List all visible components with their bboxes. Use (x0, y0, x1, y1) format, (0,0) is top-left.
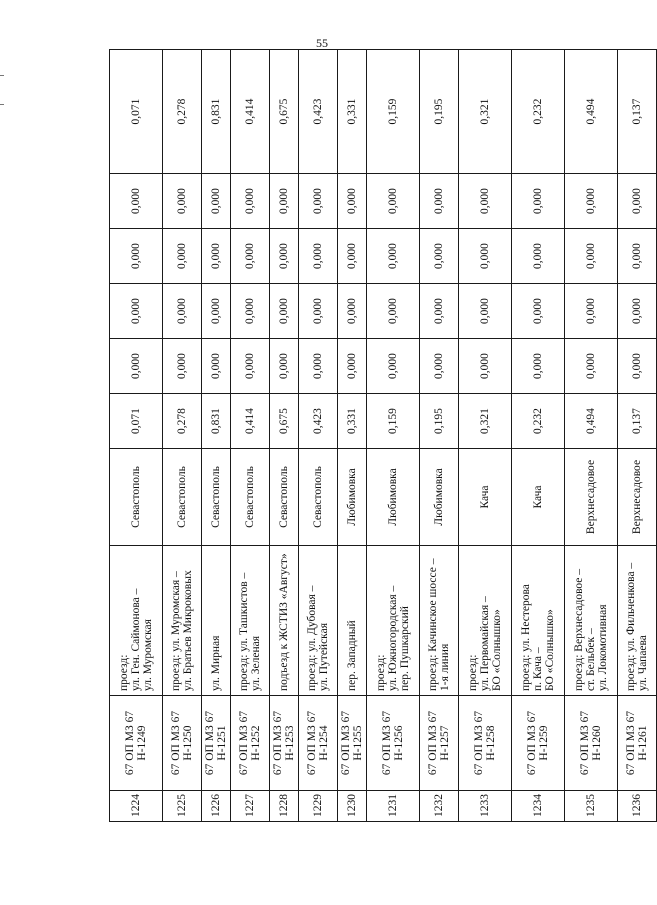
length-value-cell: 0,000 (338, 339, 367, 394)
length-value-cell: 0,000 (420, 284, 459, 339)
length-value-cell: 0,278 (163, 394, 202, 449)
row-number-cell: 1235 (565, 791, 618, 822)
road-name-cell: проезд: ул. Ташкистов – ул. Зеленая (231, 546, 270, 696)
length-value-cell: 0,278 (163, 50, 202, 174)
settlement-cell: Севастополь (163, 449, 202, 546)
length-value-cell: 0,494 (565, 394, 618, 449)
road-id-cell: 67 ОП МЗ 67 Н-1250 (163, 696, 202, 791)
row-number-cell: 1230 (338, 791, 367, 822)
settlement-cell: Севастополь (202, 449, 231, 546)
road-id-cell: 67 ОП МЗ 67 Н-1249 (110, 696, 163, 791)
length-value-cell: 0,000 (163, 339, 202, 394)
table-row (618, 50, 657, 822)
length-value-cell: 0,000 (110, 229, 163, 284)
length-value-cell: 0,000 (202, 174, 231, 229)
length-value-cell: 0,414 (231, 394, 270, 449)
road-id-cell: 67 ОП МЗ 67 Н-1256 (367, 696, 420, 791)
length-value-cell: 0,494 (565, 50, 618, 174)
length-value-cell: 0,000 (512, 284, 565, 339)
length-value-cell: 0,000 (231, 339, 270, 394)
road-name-cell: проезд: ул. Дубовая – ул. Путейская (299, 546, 338, 696)
length-value-cell: 0,423 (299, 50, 338, 174)
road-register-table-container (109, 50, 657, 822)
length-value-cell: 0,000 (270, 174, 299, 229)
road-id-cell: 67 ОП МЗ 67 Н-1254 (299, 696, 338, 791)
length-value-cell: 0,000 (338, 229, 367, 284)
length-value-cell: 0,414 (231, 50, 270, 174)
margin-mark (0, 104, 4, 105)
length-value-cell: 0,000 (163, 229, 202, 284)
length-value-cell: 0,000 (231, 284, 270, 339)
length-value-cell: 0,000 (618, 339, 657, 394)
length-value-cell: 0,331 (338, 394, 367, 449)
length-value-cell: 0,000 (231, 229, 270, 284)
road-name-cell: проезд: ул. Ген. Саймонова – ул. Муромская (110, 546, 163, 696)
road-id-cell: 67 ОП МЗ 67 Н-1257 (420, 696, 459, 791)
road-name-cell: проезд: ул. Фильченкова – ул. Чапаева (618, 546, 657, 696)
settlement-cell: Верхнесадовое (618, 449, 657, 546)
settlement-cell: Кача (459, 449, 512, 546)
length-value-cell: 0,000 (420, 339, 459, 394)
row-number-cell: 1226 (202, 791, 231, 822)
table-row (420, 50, 459, 822)
settlement-cell: Севастополь (270, 449, 299, 546)
length-value-cell: 0,000 (565, 229, 618, 284)
table-row (565, 50, 618, 822)
table-row (202, 50, 231, 822)
length-value-cell: 0,195 (420, 394, 459, 449)
settlement-cell: Любимовка (367, 449, 420, 546)
length-value-cell: 0,000 (420, 174, 459, 229)
length-value-cell: 0,137 (618, 394, 657, 449)
length-value-cell: 0,000 (459, 284, 512, 339)
length-value-cell: 0,000 (338, 284, 367, 339)
length-value-cell: 0,321 (459, 50, 512, 174)
table-row (110, 50, 163, 822)
length-value-cell: 0,000 (299, 284, 338, 339)
settlement-cell: Кача (512, 449, 565, 546)
row-number-cell: 1231 (367, 791, 420, 822)
table-row (299, 50, 338, 822)
row-number-cell: 1234 (512, 791, 565, 822)
road-name-cell: проезд: ул. Муромская – ул. Братьев Микроковых (163, 546, 202, 696)
road-id-cell: 67 ОП МЗ 67 Н-1260 (565, 696, 618, 791)
length-value-cell: 0,000 (367, 284, 420, 339)
length-value-cell: 0,000 (270, 229, 299, 284)
length-value-cell: 0,000 (299, 229, 338, 284)
table-row (270, 50, 299, 822)
length-value-cell: 0,675 (270, 394, 299, 449)
road-id-cell: 67 ОП МЗ 67 Н-1261 (618, 696, 657, 791)
road-register-table (109, 49, 657, 822)
length-value-cell: 0,071 (110, 394, 163, 449)
settlement-cell: Любимовка (420, 449, 459, 546)
length-value-cell: 0,000 (110, 174, 163, 229)
road-name-cell: проезд: ул. Южногородская – пер. Пушкарский (367, 546, 420, 696)
table-row (367, 50, 420, 822)
length-value-cell: 0,000 (565, 174, 618, 229)
road-name-cell: проезд: ул. Первомайская – БО «Солнышко» (459, 546, 512, 696)
length-value-cell: 0,159 (367, 394, 420, 449)
road-id-cell: 67 ОП МЗ 67 Н-1253 (270, 696, 299, 791)
row-number-cell: 1228 (270, 791, 299, 822)
length-value-cell: 0,232 (512, 394, 565, 449)
length-value-cell: 0,000 (459, 339, 512, 394)
table-row (459, 50, 512, 822)
length-value-cell: 0,000 (110, 339, 163, 394)
road-id-cell: 67 ОП МЗ 67 Н-1251 (202, 696, 231, 791)
length-value-cell: 0,831 (202, 50, 231, 174)
road-name-cell: проезд: Качинское шоссе – 1-я линия (420, 546, 459, 696)
length-value-cell: 0,000 (299, 174, 338, 229)
row-number-cell: 1227 (231, 791, 270, 822)
row-number-cell: 1233 (459, 791, 512, 822)
length-value-cell: 0,000 (565, 284, 618, 339)
length-value-cell: 0,195 (420, 50, 459, 174)
road-id-cell: 67 ОП МЗ 67 Н-1252 (231, 696, 270, 791)
length-value-cell: 0,423 (299, 394, 338, 449)
length-value-cell: 0,000 (163, 284, 202, 339)
length-value-cell: 0,159 (367, 50, 420, 174)
length-value-cell: 0,675 (270, 50, 299, 174)
page-number: 55 (316, 36, 328, 50)
length-value-cell: 0,000 (367, 339, 420, 394)
length-value-cell: 0,000 (202, 339, 231, 394)
length-value-cell: 0,000 (163, 174, 202, 229)
road-id-cell: 67 ОП МЗ 67 Н-1259 (512, 696, 565, 791)
length-value-cell: 0,000 (459, 229, 512, 284)
length-value-cell: 0,000 (110, 284, 163, 339)
length-value-cell: 0,071 (110, 50, 163, 174)
length-value-cell: 0,232 (512, 50, 565, 174)
length-value-cell: 0,000 (420, 229, 459, 284)
length-value-cell: 0,000 (299, 339, 338, 394)
length-value-cell: 0,000 (512, 174, 565, 229)
length-value-cell: 0,000 (459, 174, 512, 229)
road-name-cell: проезд: ул. Нестерова п. Кача – БО «Солнышко» (512, 546, 565, 696)
length-value-cell: 0,000 (231, 174, 270, 229)
length-value-cell: 0,000 (618, 174, 657, 229)
table-row (231, 50, 270, 822)
length-value-cell: 0,000 (367, 174, 420, 229)
length-value-cell: 0,000 (338, 174, 367, 229)
row-number-cell: 1225 (163, 791, 202, 822)
length-value-cell: 0,000 (618, 229, 657, 284)
settlement-cell: Севастополь (299, 449, 338, 546)
settlement-cell: Верхнесадовое (565, 449, 618, 546)
row-number-cell: 1229 (299, 791, 338, 822)
length-value-cell: 0,000 (618, 284, 657, 339)
margin-mark (0, 75, 4, 76)
settlement-cell: Севастополь (231, 449, 270, 546)
table-row (338, 50, 367, 822)
length-value-cell: 0,321 (459, 394, 512, 449)
road-name-cell: подъезд к ЖСТИЗ «Август» (270, 546, 299, 696)
length-value-cell: 0,000 (270, 339, 299, 394)
length-value-cell: 0,000 (367, 229, 420, 284)
row-number-cell: 1232 (420, 791, 459, 822)
length-value-cell: 0,137 (618, 50, 657, 174)
road-name-cell: проезд: Верхнесадовое – ст. Бельбек – ул. Локомотивная (565, 546, 618, 696)
table-row (512, 50, 565, 822)
row-number-cell: 1236 (618, 791, 657, 822)
length-value-cell: 0,000 (512, 229, 565, 284)
length-value-cell: 0,000 (565, 339, 618, 394)
length-value-cell: 0,000 (202, 229, 231, 284)
road-id-cell: 67 ОП МЗ 67 Н-1255 (338, 696, 367, 791)
table-row (163, 50, 202, 822)
road-id-cell: 67 ОП МЗ 67 Н-1258 (459, 696, 512, 791)
length-value-cell: 0,831 (202, 394, 231, 449)
length-value-cell: 0,331 (338, 50, 367, 174)
length-value-cell: 0,000 (512, 339, 565, 394)
settlement-cell: Любимовка (338, 449, 367, 546)
length-value-cell: 0,000 (270, 284, 299, 339)
row-number-cell: 1224 (110, 791, 163, 822)
settlement-cell: Севастополь (110, 449, 163, 546)
road-name-cell: пер. Западный (338, 546, 367, 696)
road-name-cell: ул. Мирная (202, 546, 231, 696)
length-value-cell: 0,000 (202, 284, 231, 339)
